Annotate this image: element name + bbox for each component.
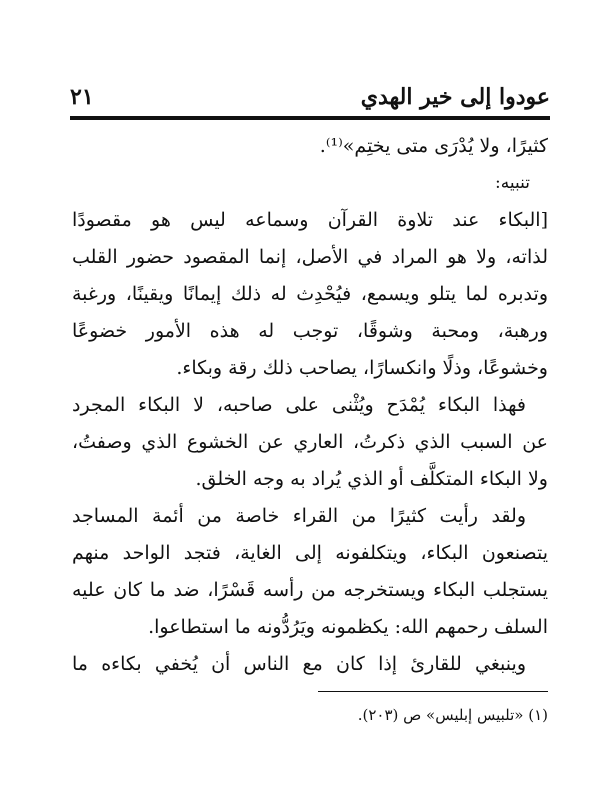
- header-rule: [70, 116, 550, 120]
- text-line: يتصنعون البكاء، ويتكلفونه إلى الغاية، فتجد الواحد منهم: [72, 542, 548, 564]
- text-line: ولقد رأيت كثيرًا من القراء خاصة من أئمة المساجد: [72, 505, 526, 527]
- text-line: وخشوعًا، وذلًا وانكسارًا، يصاحب ذلك رقة وبكاء.: [176, 357, 548, 379]
- text-line: [البكاء عند تلاوة القرآن وسماعه ليس هو مقصودًا: [72, 209, 548, 231]
- note-heading: تنبيه:: [495, 173, 530, 193]
- footnote: (١) «تلبيس إبليس» ص (٢٠٣).: [357, 706, 548, 724]
- text-line: وتدبره لما يتلو ويسمع، فيُحْدِث له ذلك إيمانًا ويقينًا، ورغبة: [72, 283, 548, 305]
- text-line: فهذا البكاء يُمْدَح ويُثْنى على صاحبه، لا البكاء المجرد: [72, 394, 526, 416]
- footnote-separator: [318, 691, 548, 692]
- text-line: لذاته، ولا هو المراد في الأصل، إنما المقصود حضور القلب: [72, 246, 548, 268]
- text-line: ولا البكاء المتكلَّف أو الذي يُراد به وجه الخلق.: [195, 468, 548, 490]
- text-line: السلف رحمهم الله: يكظمونه ويَرُدُّونه ما استطاعوا.: [148, 616, 548, 638]
- running-header: [70, 82, 550, 112]
- text-line: يستجلب البكاء ويستخرجه من رأسه قَسْرًا، ضد ما كان عليه: [72, 579, 548, 601]
- page-number: ٢١: [70, 84, 94, 110]
- book-title: عودوا إلى خير الهدي: [360, 84, 550, 110]
- text-line: وينبغي للقارئ إذا كان مع الناس أن يُخفي بكاءه ما: [72, 653, 526, 675]
- text-line: عن السبب الذي ذكرتُ، العاري عن الخشوع الذي وصفتُ،: [72, 431, 548, 453]
- main-text: [72, 128, 548, 683]
- text-line: كثيرًا، ولا يُدْرَى متى يختِم»⁽¹⁾.: [319, 135, 548, 157]
- text-line: ورهبة، ومحبة وشوقًا، توجب له هذه الأمور خضوعًا: [72, 320, 548, 342]
